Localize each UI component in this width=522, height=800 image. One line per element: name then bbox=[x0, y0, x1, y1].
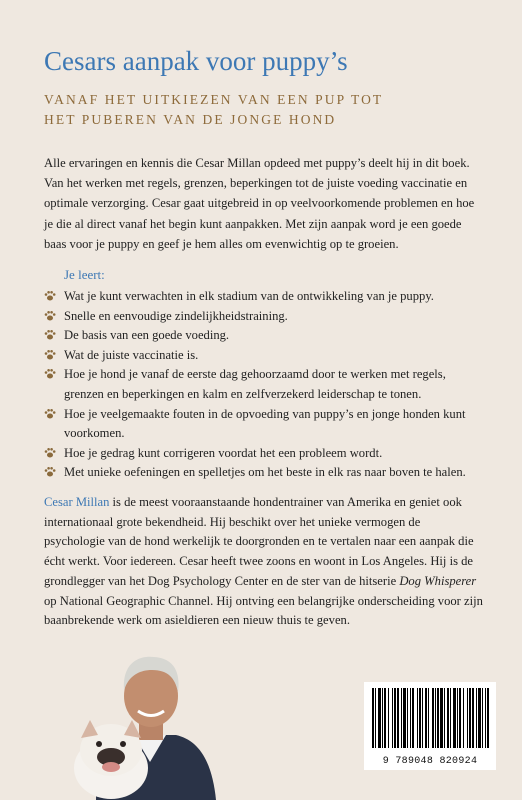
book-title: Cesars aanpak voor puppy’s bbox=[44, 46, 348, 76]
learn-item bbox=[44, 346, 484, 366]
barcode bbox=[364, 682, 496, 770]
book-subtitle bbox=[44, 90, 383, 130]
paw-icon bbox=[44, 368, 56, 380]
learn-item bbox=[44, 287, 484, 307]
learn-item bbox=[44, 463, 484, 483]
author-name: Cesar Millan bbox=[44, 495, 110, 509]
paw-icon bbox=[44, 329, 56, 341]
learn-item-text: Hoe je gedrag kunt corrigeren voordat het een probleem wordt. bbox=[64, 445, 383, 460]
paw-icon bbox=[44, 447, 56, 459]
bio-text-2: op National Geographic Channel. Hij ontving een belangrijke onderscheiding voor zijn baanbrekende werk om asieldieren een nieuw thuis te geven. bbox=[44, 593, 483, 628]
learn-item bbox=[44, 444, 484, 464]
learn-item bbox=[44, 365, 484, 404]
paw-icon bbox=[44, 349, 56, 361]
learn-item-text: Wat de juiste vaccinatie is. bbox=[64, 347, 199, 362]
learn-item-text: Hoe je hond je vanaf de eerste dag gehoorzaamd door te werken met regels, grenzen en beperkingen en kalm en zelfverzekerd leiderschap te tonen. bbox=[64, 367, 446, 401]
learn-list bbox=[44, 287, 484, 483]
learn-item-text: Hoe je veelgemaakte fouten in de opvoeding van puppy’s en jonge honden kunt voorkomen. bbox=[64, 406, 466, 441]
learn-item bbox=[44, 307, 484, 327]
subtitle-line-1: VANAF HET UITKIEZEN VAN EEN PUP TOT bbox=[44, 92, 384, 107]
author-bio bbox=[44, 493, 484, 631]
barcode-bars bbox=[364, 682, 496, 752]
show-title: Dog Whisperer bbox=[399, 573, 477, 588]
learn-heading: Je leert: bbox=[64, 267, 105, 282]
subtitle-line-2: HET PUBEREN VAN DE JONGE HOND bbox=[44, 112, 337, 127]
intro-paragraph: Alle ervaringen en kennis die Cesar Millan opdeed met puppy’s deelt hij in dit boek. Van het werken met regels, grenzen, beperkingen tot de juiste voeding vaccinatie en optimale verzorging. Cesar gaat uitgebreid in op veelvoorkomende problemen en hoe je die al direct vanaf het begin kunt aanpakken. Met zijn aanpak word je een goede baas voor je puppy en geef je hem alles om evenwichtig op te groeien. bbox=[44, 156, 475, 251]
learn-item bbox=[44, 326, 484, 346]
learn-item-text: Wat je kunt verwachten in elk stadium van de ontwikkeling van je puppy. bbox=[64, 289, 434, 303]
learn-item-text: De basis van een goede voeding. bbox=[64, 328, 230, 343]
bio-text-1: is de meest vooraanstaande hondentrainer van Amerika en geniet ook internationaal grote bekendheid. Hij beschikt over het unieke vermogen de psychologie van de hond werkelijk te doorgronden en te vertalen naar een aanpak die écht werkt. Voor iedereen. Cesar heeft twee zoons en woont in Los Angeles. Hij is de grondlegger van het Dog Psychology Center en de ster van de hitserie bbox=[44, 495, 474, 588]
paw-icon bbox=[44, 408, 56, 420]
learn-item bbox=[44, 405, 484, 444]
paw-icon bbox=[44, 466, 56, 478]
learn-item-text: Snelle en eenvoudige zindelijkheidstraining. bbox=[64, 308, 288, 323]
author-with-dog-photo bbox=[66, 640, 216, 800]
learn-item-text: Met unieke oefeningen en spelletjes om het beste in elk ras naar boven te halen. bbox=[64, 465, 466, 480]
paw-icon bbox=[44, 310, 56, 322]
isbn-number: 9 789048 820924 bbox=[382, 756, 478, 767]
paw-icon bbox=[44, 290, 56, 302]
